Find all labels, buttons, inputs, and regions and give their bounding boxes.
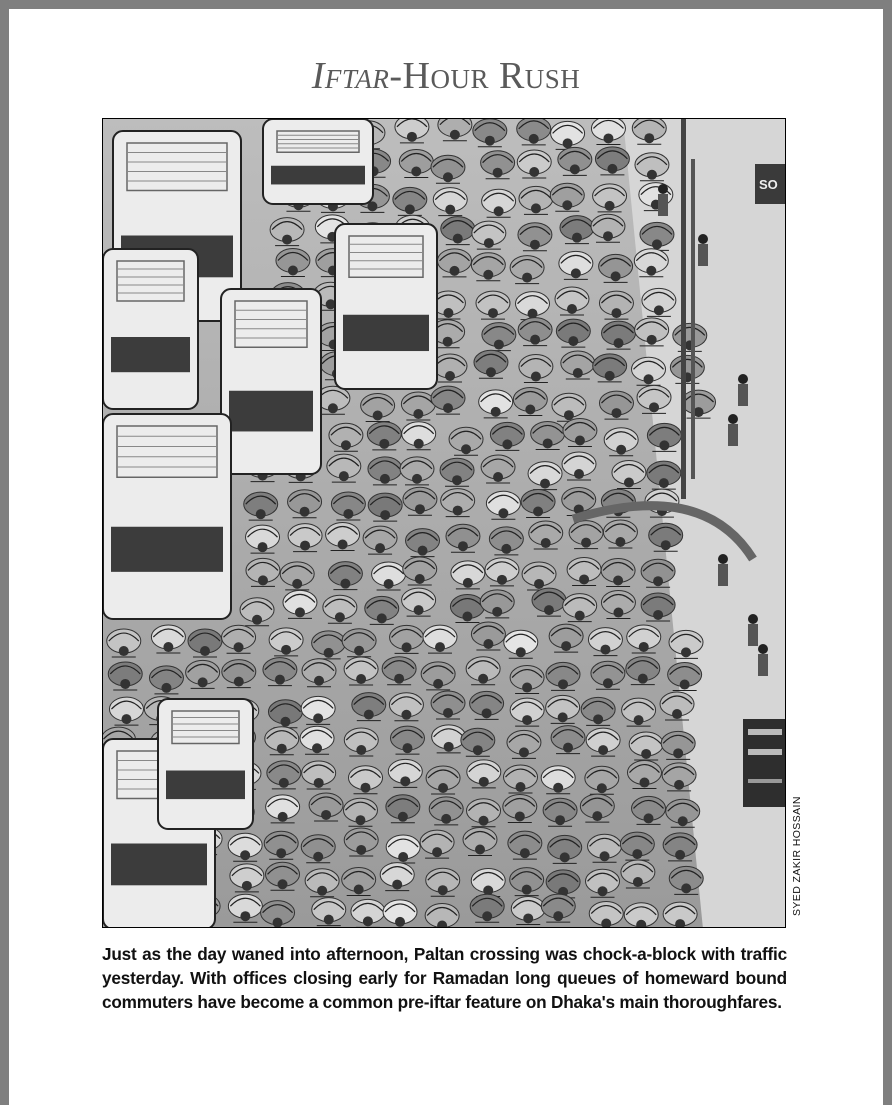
traffic-scene-illustration — [103, 119, 786, 928]
news-photo — [102, 118, 786, 928]
title-rest: -Hour Rush — [389, 55, 581, 97]
bus — [221, 289, 321, 474]
pedestrian — [738, 374, 748, 406]
bus — [103, 249, 198, 409]
pedestrian — [698, 234, 708, 266]
bus — [335, 224, 437, 389]
rickshaw — [425, 904, 459, 928]
photo-credit — [786, 118, 810, 928]
photo-credit-text: SYED ZAKIR HOSSAIN — [791, 796, 803, 916]
pedestrian — [728, 414, 738, 446]
bus — [158, 699, 253, 829]
pedestrian — [658, 184, 668, 216]
bus — [263, 119, 373, 204]
page-title — [0, 52, 892, 100]
pedestrian — [748, 614, 758, 646]
bus — [103, 414, 231, 619]
shop-sign-text: SO — [759, 177, 778, 192]
title-italic-part: Iftar — [311, 55, 390, 97]
pedestrian — [718, 554, 728, 586]
photo-caption: Just as the day waned into afternoon, Paltan crossing was chock-a-block with traffic yesterday. With offices closing early for Ramadan long queues of homeward bound commuters have become a common pre-iftar feature on Dhaka's main thoroughfares. — [102, 944, 787, 1012]
pedestrian — [758, 644, 768, 676]
